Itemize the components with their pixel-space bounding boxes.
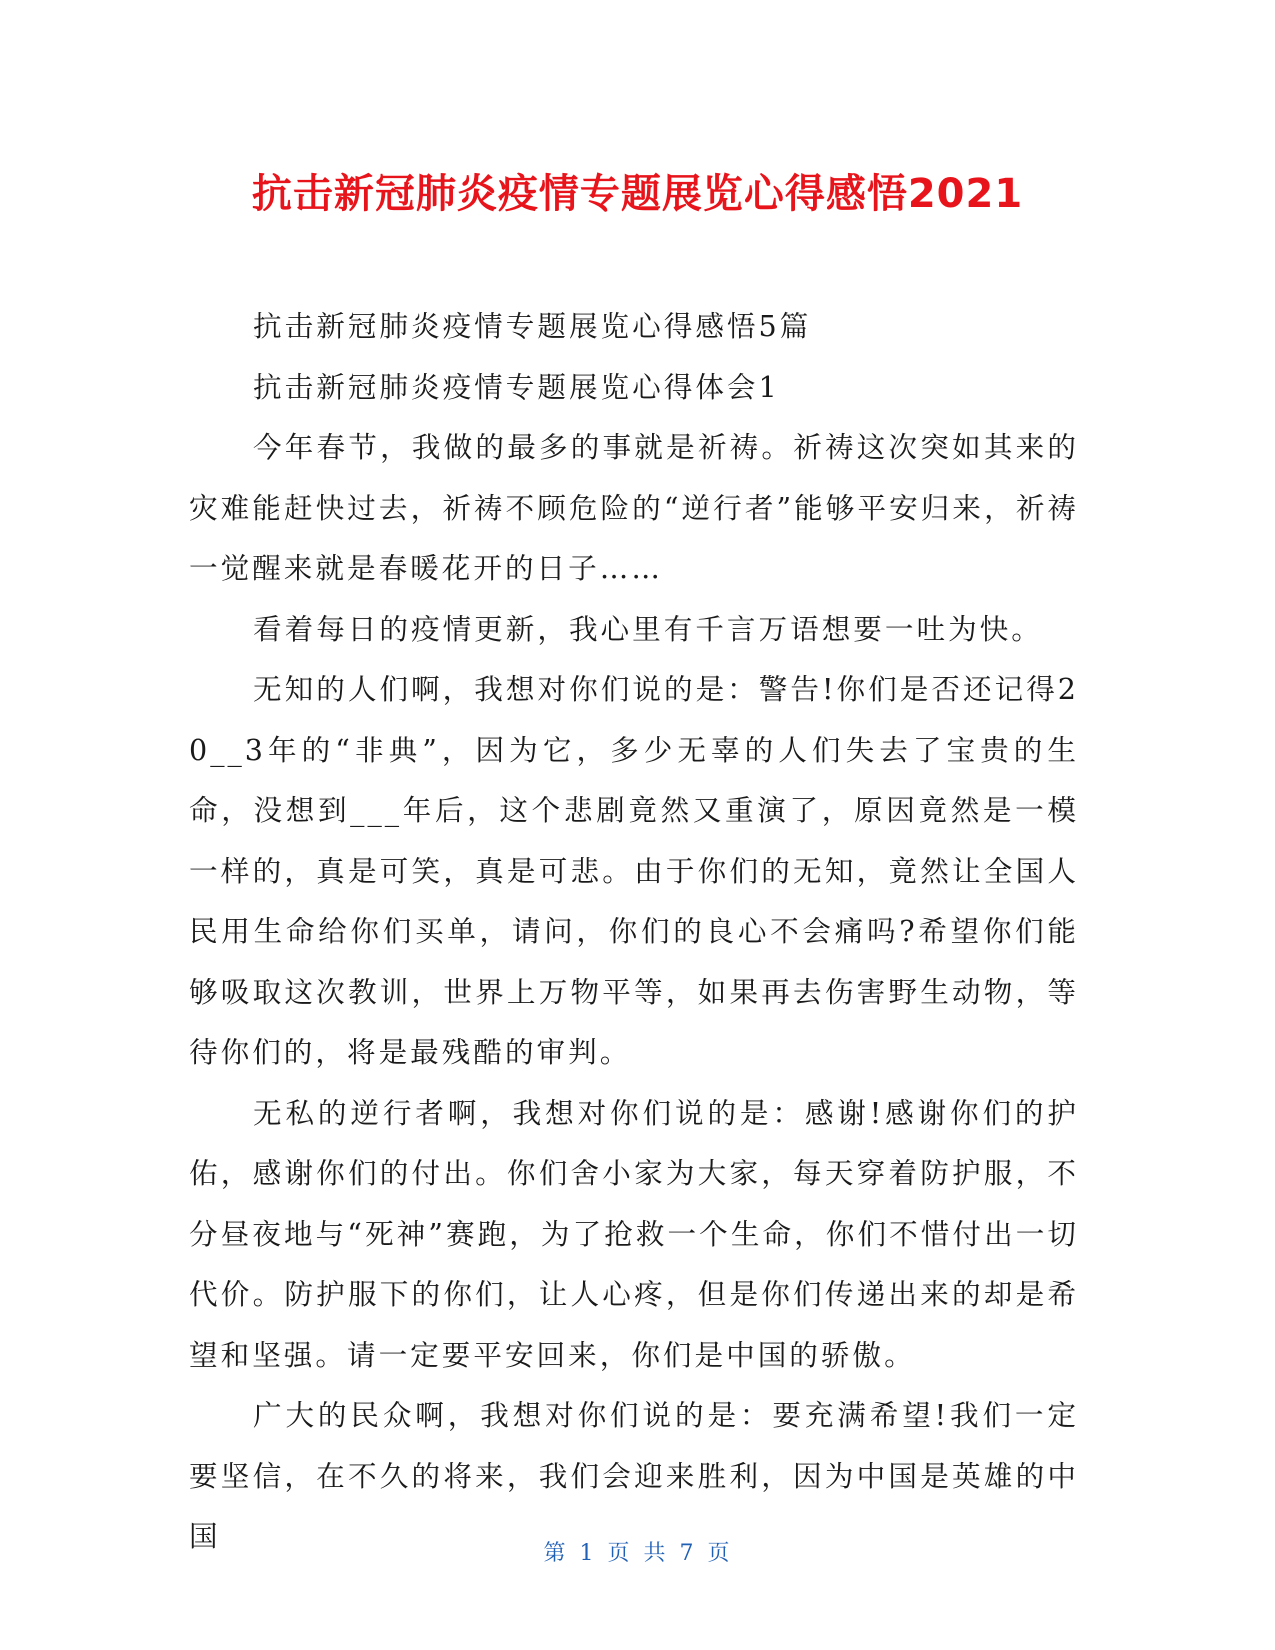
footer-page-prefix: 第 bbox=[543, 1541, 568, 1566]
paragraph: 无私的逆行者啊，我想对你们说的是：感谢!感谢你们的护佑，感谢你们的付出。你们舍小家为大家，每天穿着防护服，不分昼夜地与“死神”赛跑，为了抢救一个生命，你们不惜付出一切代价。防护服下的你们，让人心疼，但是你们传递出来的却是希望和坚强。请一定要平安回来，你们是中国的骄傲。 bbox=[189, 1095, 1079, 1372]
paragraph: 无知的人们啊，我想对你们说的是：警告!你们是否还记得20__3年的“非典”，因为它，多少无辜的人们失去了宝贵的生命，没想到___年后，这个悲剧竟然又重演了，原因竟然是一模一样的，真是可笑，真是可悲。由于你们的无知，竟然让全国人民用生命给你们买单，请问，你们的良心不会痛吗?希望你们能够吸取这次教训，世界上万物平等，如果再去伤害野生动物，等待你们的，将是最残酷的审判。 bbox=[189, 672, 1079, 1069]
paragraph-heading-1: 抗击新冠肺炎疫情专题展览心得体会1 bbox=[253, 369, 780, 404]
paragraph: 广大的民众啊，我想对你们说的是：要充满希望!我们一定要坚信，在不久的将来，我们会迎来胜利，因为中国是英雄的中国 bbox=[189, 1398, 1079, 1553]
paragraph: 今年春节，我做的最多的事就是祈祷。祈祷这次突如其来的灾难能赶快过去，祈祷不顾危险的“逆行者”能够平安归来，祈祷一觉醒来就是春暖花开的日子…… bbox=[189, 430, 1079, 585]
footer-current-page: 1 bbox=[579, 1541, 596, 1566]
page-footer bbox=[0, 1536, 1275, 1567]
document-body bbox=[189, 296, 1079, 1567]
paragraph: 看着每日的疫情更新，我心里有千言万语想要一吐为快。 bbox=[253, 611, 1043, 646]
footer-total-prefix: 共 bbox=[643, 1541, 668, 1566]
document-title: 抗击新冠肺炎疫情专题展览心得感悟2021 bbox=[251, 171, 1024, 217]
paragraph-subtitle: 抗击新冠肺炎疫情专题展览心得感悟5篇 bbox=[253, 309, 812, 343]
footer-total-pages: 7 bbox=[679, 1541, 696, 1566]
footer-page-word: 页 bbox=[607, 1541, 632, 1566]
footer-total-suffix: 页 bbox=[707, 1541, 732, 1566]
